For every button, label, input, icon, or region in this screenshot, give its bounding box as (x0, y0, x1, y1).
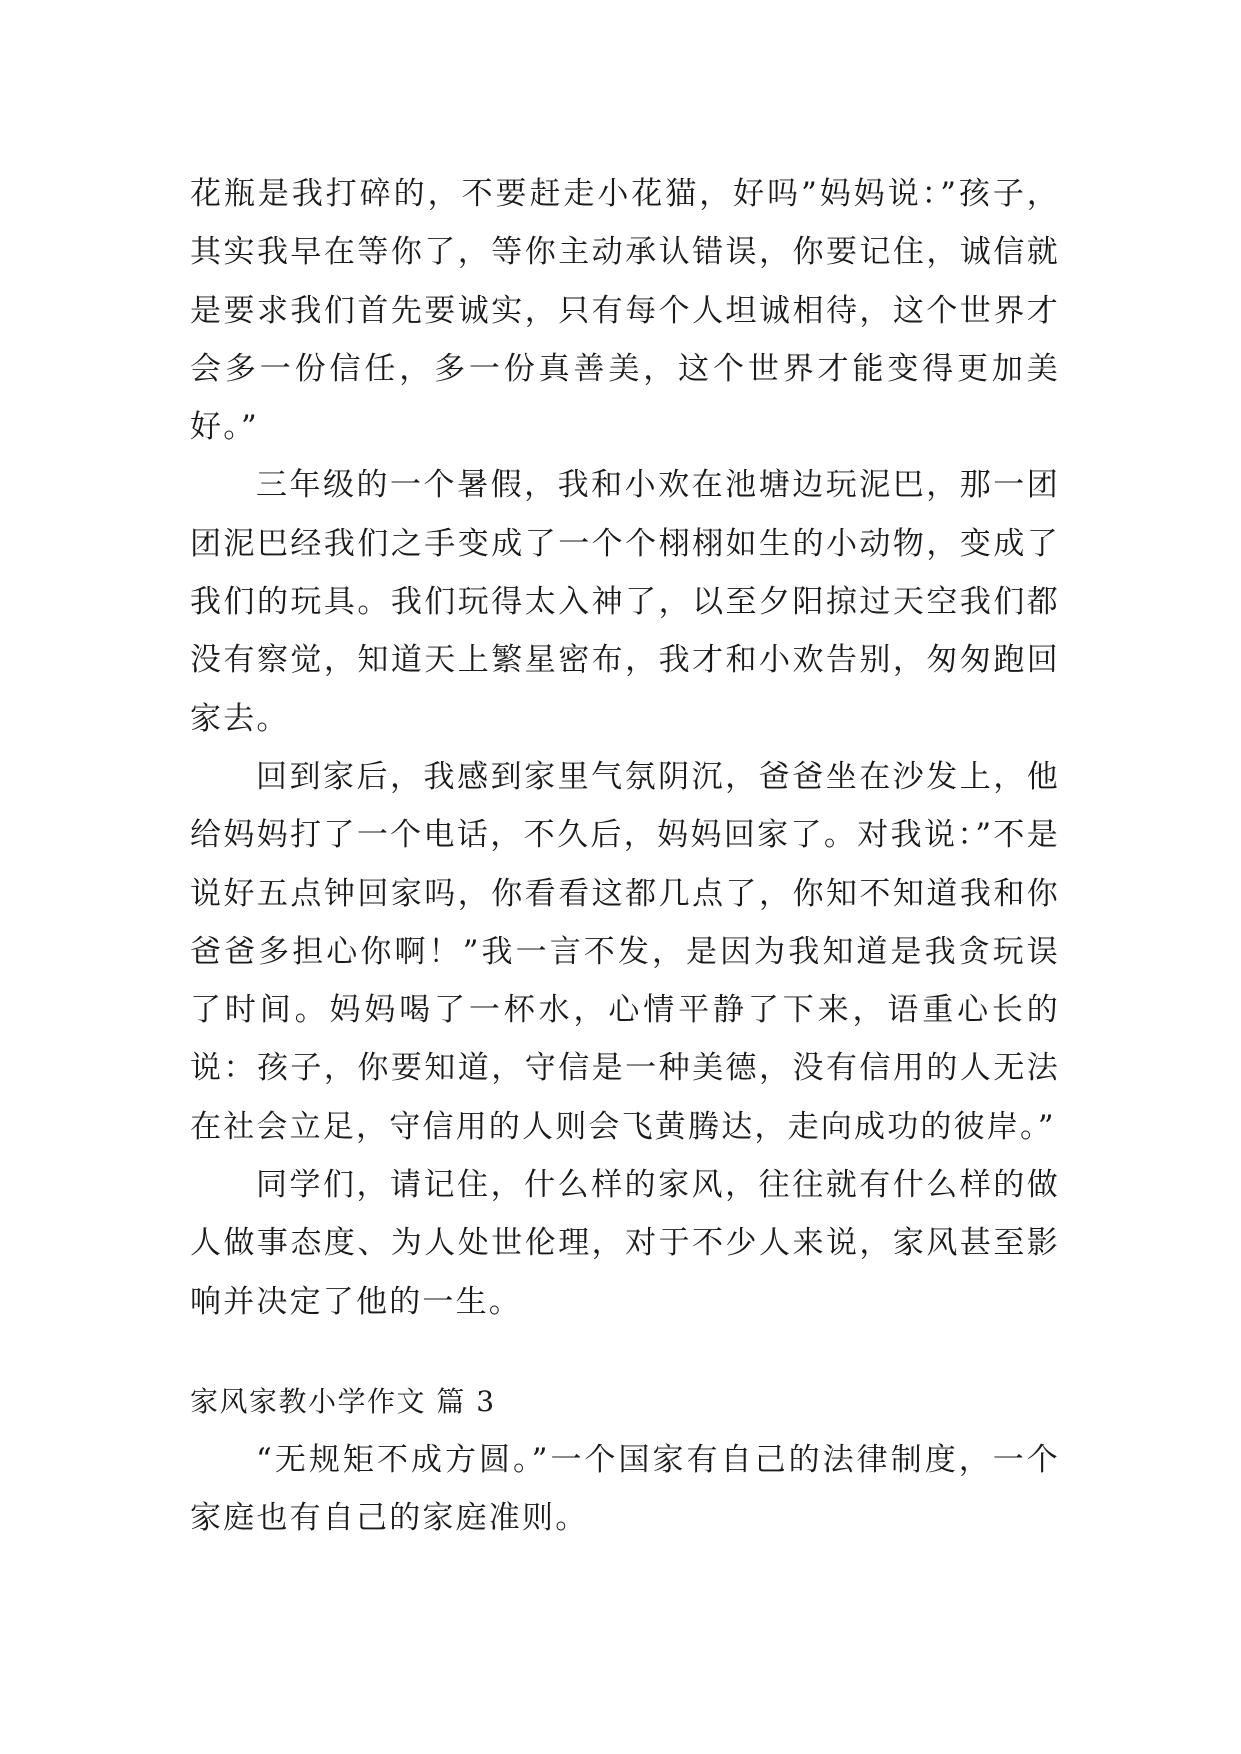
section-heading: 家风家教小学作文 篇 3 (190, 1384, 496, 1418)
section-spacer (190, 1331, 1060, 1373)
paragraph-conclusion: 同学们，请记住，什么样的家风，往往就有什么样的做人做事态度、为人处世伦理，对于不少人来说，家风甚至影响并决定了他的一生。 (190, 1167, 1060, 1320)
paragraph-summer-vacation: 三年级的一个暑假，我和小欢在池塘边玩泥巴，那一团团泥巴经我们之手变成了一个个栩栩如生的小动物，变成了我们的玩具。我们玩得太入神了，以至夕阳掠过天空我们都没有察觉，知道天上繁星密布，我才和小欢告别，匆匆跑回家去。 (190, 467, 1060, 737)
paragraph-section-3-intro: “无规矩不成方圆。”一个国家有自己的法律制度，一个家庭也有自己的家庭准则。 (190, 1441, 1060, 1537)
paragraph-returning-home: 回到家后，我感到家里气氛阴沉，爸爸坐在沙发上，他给妈妈打了一个电话，不久后，妈妈回家了。对我说：”不是说好五点钟回家吗，你看看这都几点了，你知不知道我和你爸爸多担心你啊！”我一言不发，是因为我知道是我贪玩误了时间。妈妈喝了一杯水，心情平静了下来，语重心长的说：孩子，你要知道，守信是一种美德，没有信用的人无法在社会立足，守信用的人则会飞黄腾达，走向成功的彼岸。” (190, 758, 1060, 1145)
document-body (190, 165, 1060, 1548)
paragraph-continued: 花瓶是我打碎的，不要赶走小花猫，好吗”妈妈说：”孩子，其实我早在等你了，等你主动承认错误，你要记住，诚信就是要求我们首先要诚实，只有每个人坦诚相待，这个世界才会多一份信任，多一份真善美，这个世界才能变得更加美好。” (190, 176, 1060, 446)
